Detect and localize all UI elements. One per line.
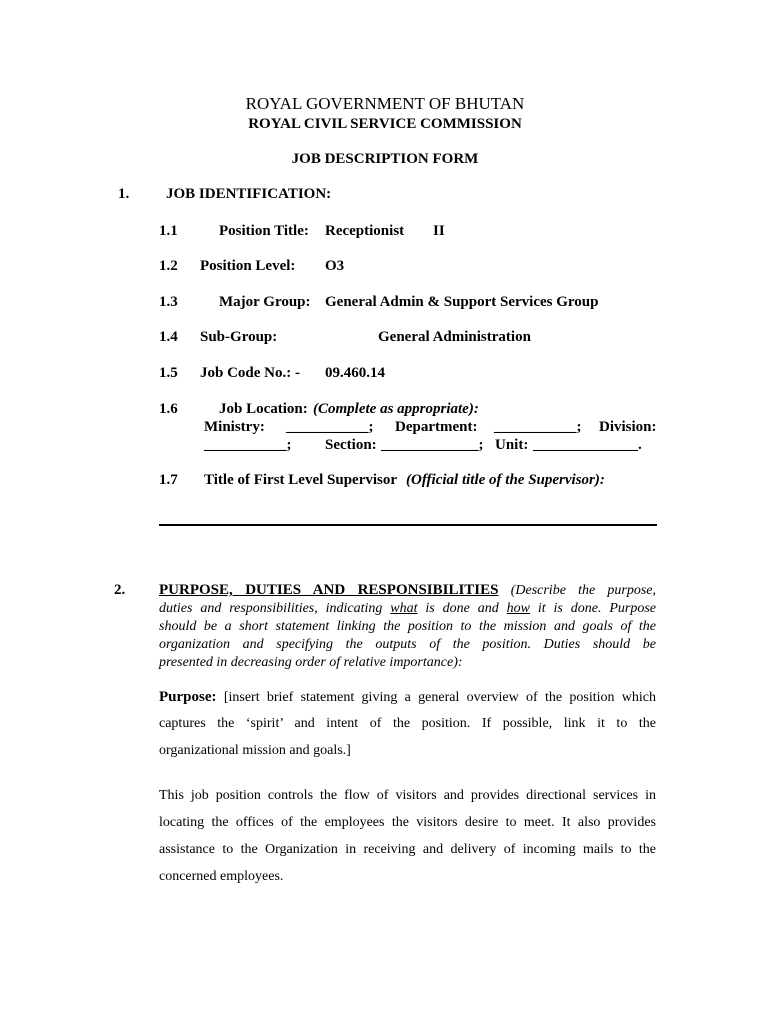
division-label: Division: bbox=[599, 419, 657, 435]
description-line3: assistance to the Organization in receiving and delivery of incoming mails to the bbox=[159, 842, 656, 857]
purpose-line2: captures the ‘spirit’ and intent of the position. If possible, link it to the bbox=[159, 716, 656, 731]
item-number: 1.6 bbox=[159, 401, 178, 417]
purpose-line1 bbox=[159, 689, 656, 706]
department-field[interactable]: ___________; bbox=[494, 419, 582, 435]
division-field[interactable]: ___________; bbox=[204, 437, 292, 453]
department-label: Department: bbox=[395, 419, 478, 435]
instruction-emphasis: what bbox=[390, 601, 418, 616]
instruction-text: duties and responsibilities, indicating bbox=[159, 601, 383, 616]
section1-number: 1. bbox=[118, 186, 130, 202]
item-number: 1.4 bbox=[159, 329, 178, 345]
position-level-value: O3 bbox=[325, 258, 345, 274]
job-code-label: Job Code No.: - bbox=[200, 365, 300, 381]
description-line4: concerned employees. bbox=[159, 869, 284, 884]
item-number: 1.7 bbox=[159, 472, 178, 488]
form-title: JOB DESCRIPTION FORM bbox=[291, 151, 479, 167]
supervisor-title-field[interactable] bbox=[159, 524, 657, 526]
item-number: 1.5 bbox=[159, 365, 178, 381]
item-number: 1.3 bbox=[159, 294, 178, 310]
section2-instruction-line1 bbox=[159, 582, 656, 599]
instruction-text: it is done. Purpose bbox=[537, 601, 657, 616]
position-title-label: Position Title: bbox=[219, 223, 309, 239]
job-code-value: 09.460.14 bbox=[325, 365, 385, 381]
unit-label: Unit: bbox=[495, 437, 529, 453]
position-level-label: Position Level: bbox=[200, 258, 296, 274]
item-number: 1.2 bbox=[159, 258, 178, 274]
major-group-label: Major Group: bbox=[219, 294, 311, 310]
government-heading: ROYAL GOVERNMENT OF BHUTAN bbox=[245, 94, 525, 113]
purpose-line3: organizational mission and goals.] bbox=[159, 743, 351, 758]
ministry-label: Ministry: bbox=[204, 419, 265, 435]
section2-instruction-line2 bbox=[159, 601, 656, 617]
job-location-label: Job Location: bbox=[219, 401, 308, 417]
section1-title: JOB IDENTIFICATION: bbox=[166, 186, 332, 202]
purpose-text: [insert brief statement giving a general overview of the position which bbox=[223, 690, 657, 705]
unit-field[interactable]: ______________. bbox=[533, 437, 642, 453]
supervisor-note: (Official title of the Supervisor): bbox=[406, 472, 605, 488]
position-title-grade: II bbox=[433, 223, 445, 239]
position-title-value: Receptionist bbox=[325, 223, 405, 239]
section2-number: 2. bbox=[114, 582, 126, 598]
supervisor-label: Title of First Level Supervisor bbox=[204, 472, 398, 488]
commission-heading: ROYAL CIVIL SERVICE COMMISSION bbox=[248, 116, 522, 132]
section2-title: PURPOSE, DUTIES AND RESPONSIBILITIES bbox=[159, 582, 499, 598]
description-line1: This job position controls the flow of visitors and provides directional services in bbox=[159, 788, 656, 803]
major-group-value: General Admin & Support Services Group bbox=[325, 294, 599, 310]
instruction-emphasis: how bbox=[506, 601, 530, 616]
sub-group-value: General Administration bbox=[378, 329, 531, 345]
section2-instruction-line5: presented in decreasing order of relative importance): bbox=[159, 655, 463, 670]
instruction-text: (Describe the purpose, bbox=[510, 583, 656, 598]
section2-instruction-line4: organization and specifying the outputs of the position. Duties should be bbox=[159, 637, 656, 652]
section-field[interactable]: _____________; bbox=[381, 437, 484, 453]
description-line2: locating the offices of the employees the visitors desire to meet. It also provides bbox=[159, 815, 656, 830]
purpose-label: Purpose: bbox=[159, 689, 217, 705]
instruction-text: is done and bbox=[425, 601, 499, 616]
sub-group-label: Sub-Group: bbox=[200, 329, 278, 345]
section2-instruction-line3: should be a short statement linking the position to the mission and goals of the bbox=[159, 619, 656, 634]
item-number: 1.1 bbox=[159, 223, 178, 239]
section-label: Section: bbox=[325, 437, 377, 453]
ministry-field[interactable]: ___________; bbox=[286, 419, 374, 435]
job-location-note: (Complete as appropriate): bbox=[313, 401, 479, 417]
